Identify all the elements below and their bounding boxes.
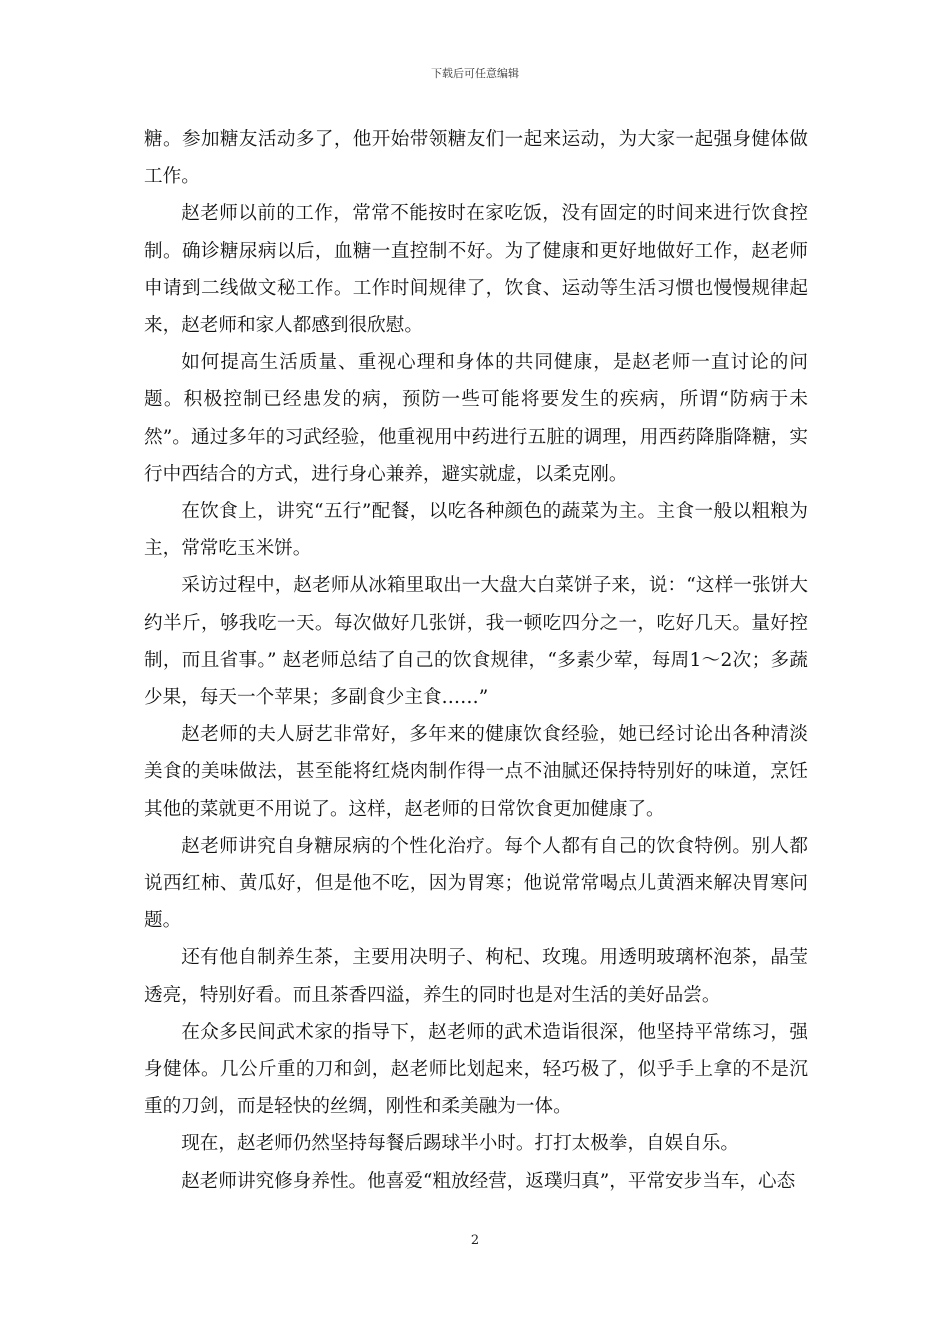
paragraph: 赵老师以前的工作，常常不能按时在家吃饭，没有固定的时间来进行饮食控制。确诊糖尿病以后，血糖一直控制不好。为了健康和更好地做好工作，赵老师申请到二线做文秘工作。工作时间规律了，饮食、运动等生活习惯也慢慢规律起来，赵老师和家人都感到很欣慰。 xyxy=(144,203,808,337)
page-header: 下载后可任意编辑 xyxy=(431,67,519,80)
paragraph: 采访过程中，赵老师从冰箱里取出一大盘大白菜饼子来，说：“这样一张饼大约半斤，够我吃一天。每次做好几张饼，我一顿吃四分之一，吃好几天。量好控制，而且省事。” 赵老师总结了自己的饮食规律，“多素少荤，每周1～2次；多蔬少果，每天一个苹果；多副食少主食……” xyxy=(144,575,808,709)
document-body xyxy=(144,121,808,1200)
paragraph: 赵老师讲究自身糖尿病的个性化治疗。每个人都有自己的饮食特例。别人都说西红柿、黄瓜好，但是他不吃，因为胃寒；他说常常喝点儿黄酒来解决胃寒问题。 xyxy=(144,835,808,932)
page-number: 2 xyxy=(470,1233,480,1248)
paragraph: 如何提高生活质量、重视心理和身体的共同健康，是赵老师一直讨论的问题。积极控制已经患发的病，预防一些可能将要发生的疾病，所谓“防病于未然”。通过多年的习武经验，他重视用中药进行五脏的调理，用西药降脂降糖，实行中西结合的方式，进行身心兼养，避实就虚，以柔克刚。 xyxy=(144,352,808,485)
paragraph: 在众多民间武术家的指导下，赵老师的武术造诣很深，他坚持平常练习，强身健体。几公斤重的刀和剑，赵老师比划起来，轻巧极了，似乎手上拿的不是沉重的刀剑，而是轻快的丝绸，刚性和柔美融为一体。 xyxy=(144,1021,808,1118)
paragraph: 赵老师的夫人厨艺非常好，多年来的健康饮食经验，她已经讨论出各种清淡美食的美味做法，甚至能将红烧肉制作得一点不油腻还保持特别好的味道，烹饪其他的菜就更不用说了。这样，赵老师的日常饮食更加健康了。 xyxy=(144,724,808,820)
paragraph-continuation: 糖。参加糖友活动多了，他开始带领糖友们一起来运动，为大家一起强身健体做工作。 xyxy=(144,129,808,188)
paragraph: 还有他自制养生茶，主要用决明子、枸杞、玫瑰。用透明玻璃杯泡茶，晶莹透亮，特别好看。而且茶香四溢，养生的同时也是对生活的美好品尝。 xyxy=(144,947,808,1006)
paragraph: 在饮食上，讲究“五行”配餐，以吃各种颜色的蔬菜为主。主食一般以粗粮为主，常常吃玉米饼。 xyxy=(144,501,808,560)
paragraph: 赵老师讲究修身养性。他喜爱“粗放经营，返璞归真”，平常安步当车，心态 xyxy=(181,1170,796,1192)
paragraph: 现在，赵老师仍然坚持每餐后踢球半小时。打打太极拳，自娱自乐。 xyxy=(181,1133,740,1155)
